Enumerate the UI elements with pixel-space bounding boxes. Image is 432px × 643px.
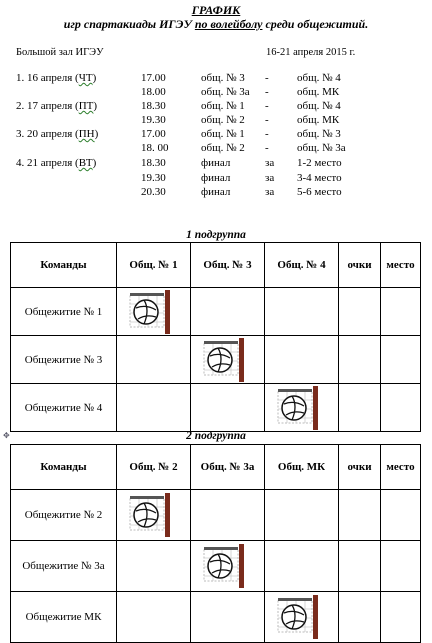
volleyball-net-icon bbox=[276, 592, 328, 642]
schedule-team-b: 3-4 место bbox=[297, 172, 342, 184]
schedule-time: 18.00 bbox=[141, 86, 166, 98]
place-cell bbox=[381, 336, 421, 384]
points-cell bbox=[339, 592, 381, 643]
table-row bbox=[11, 490, 421, 541]
header-cell: место bbox=[381, 445, 421, 490]
score-cell bbox=[191, 384, 265, 432]
points-cell bbox=[339, 336, 381, 384]
team-name-cell: Общежитие № 2 bbox=[11, 490, 117, 541]
score-cell bbox=[117, 592, 191, 643]
subtitle-suffix: среди общежитий. bbox=[262, 17, 369, 31]
schedule-team-b: общ. МК bbox=[297, 114, 340, 126]
schedule-separator: - bbox=[265, 72, 269, 84]
schedule-team-b: общ. № 3 bbox=[297, 128, 341, 140]
venue-label: Большой зал ИГЭУ bbox=[16, 47, 104, 58]
team-name-cell: Общежитие № 4 bbox=[11, 384, 117, 432]
place-cell bbox=[381, 490, 421, 541]
group-1-title: 1 подгруппа bbox=[186, 229, 246, 241]
team-name-cell: Общежитие № 1 bbox=[11, 288, 117, 336]
weekday-abbrev: ВТ bbox=[78, 157, 93, 169]
schedule-separator: за bbox=[265, 157, 275, 169]
header-cell: Общ. № 2 bbox=[117, 445, 191, 490]
schedule-time: 18.30 bbox=[141, 157, 166, 169]
team-name-cell: Общежитие МК bbox=[11, 592, 117, 643]
header-cell: Общ. МК bbox=[265, 445, 339, 490]
weekday-abbrev: ПН bbox=[78, 128, 95, 140]
volleyball-net-icon bbox=[276, 386, 328, 430]
place-cell bbox=[381, 384, 421, 432]
place-cell bbox=[381, 288, 421, 336]
table-row bbox=[11, 288, 421, 336]
schedule-separator: - bbox=[265, 142, 269, 154]
header-cell: очки bbox=[339, 243, 381, 288]
score-cell bbox=[191, 288, 265, 336]
score-cell bbox=[265, 541, 339, 592]
points-cell bbox=[339, 288, 381, 336]
document-subtitle bbox=[0, 17, 432, 32]
table-header-row bbox=[11, 445, 421, 490]
subtitle-underlined: по волейболу bbox=[194, 17, 263, 31]
table-header-row bbox=[11, 243, 421, 288]
move-handle-icon[interactable]: ✥ bbox=[3, 431, 10, 440]
weekday-abbrev: ПТ bbox=[78, 100, 94, 112]
dates-label: 16-21 апреля 2015 г. bbox=[266, 47, 356, 58]
weekday-abbrev: ЧТ bbox=[78, 72, 93, 84]
volleyball-net-icon bbox=[128, 490, 180, 540]
score-cell bbox=[265, 336, 339, 384]
diagonal-cell bbox=[191, 541, 265, 592]
schedule-team-a: финал bbox=[201, 157, 231, 169]
group-2-table bbox=[10, 444, 421, 643]
header-cell: Общ. № 3 bbox=[191, 243, 265, 288]
schedule-team-a: общ. № 2 bbox=[201, 114, 245, 126]
schedule-team-a: общ. № 1 bbox=[201, 128, 245, 140]
score-cell bbox=[191, 592, 265, 643]
schedule-team-b: общ. № 4 bbox=[297, 72, 341, 84]
schedule-team-b: 1-2 место bbox=[297, 157, 342, 169]
diagonal-cell bbox=[117, 490, 191, 541]
schedule-team-b: общ. № 3а bbox=[297, 142, 346, 154]
schedule-day: 2. 17 апреля (ПТ) bbox=[16, 100, 98, 112]
schedule-separator: - bbox=[265, 114, 269, 126]
score-cell bbox=[265, 490, 339, 541]
schedule-time: 19.30 bbox=[141, 172, 166, 184]
schedule-team-b: 5-6 место bbox=[297, 186, 342, 198]
header-cell: Общ. № 1 bbox=[117, 243, 191, 288]
schedule-team-a: общ. № 1 bbox=[201, 100, 245, 112]
points-cell bbox=[339, 384, 381, 432]
place-cell bbox=[381, 592, 421, 643]
diagonal-cell bbox=[265, 592, 339, 643]
schedule-time: 19.30 bbox=[141, 114, 166, 126]
table-row bbox=[11, 336, 421, 384]
score-cell bbox=[265, 288, 339, 336]
table-row bbox=[11, 592, 421, 643]
header-cell: место bbox=[381, 243, 421, 288]
header-cell: очки bbox=[339, 445, 381, 490]
score-cell bbox=[191, 490, 265, 541]
points-cell bbox=[339, 490, 381, 541]
schedule-day: 1. 16 апреля (ЧТ) bbox=[16, 72, 97, 84]
diagonal-cell bbox=[117, 288, 191, 336]
document-title: ГРАФИК bbox=[191, 3, 241, 17]
team-name-cell: Общежитие № 3а bbox=[11, 541, 117, 592]
volleyball-net-icon bbox=[202, 541, 254, 591]
schedule-time: 17.00 bbox=[141, 128, 166, 140]
diagonal-cell bbox=[191, 336, 265, 384]
score-cell bbox=[117, 336, 191, 384]
volleyball-net-icon bbox=[128, 290, 180, 334]
schedule-separator: - bbox=[265, 128, 269, 140]
schedule-separator: за bbox=[265, 172, 275, 184]
score-cell bbox=[117, 384, 191, 432]
schedule-time: 18. 00 bbox=[141, 142, 169, 154]
points-cell bbox=[339, 541, 381, 592]
header-cell: Команды bbox=[11, 445, 117, 490]
schedule-time: 20.30 bbox=[141, 186, 166, 198]
schedule-team-b: общ. МК bbox=[297, 86, 340, 98]
diagonal-cell bbox=[265, 384, 339, 432]
schedule-separator: за bbox=[265, 186, 275, 198]
place-cell bbox=[381, 541, 421, 592]
table-row bbox=[11, 541, 421, 592]
group-1-table bbox=[10, 242, 421, 432]
schedule-time: 18.30 bbox=[141, 100, 166, 112]
schedule-team-a: общ. № 2 bbox=[201, 142, 245, 154]
score-cell bbox=[117, 541, 191, 592]
header-cell: Команды bbox=[11, 243, 117, 288]
header-cell: Общ. № 3а bbox=[191, 445, 265, 490]
schedule-time: 17.00 bbox=[141, 72, 166, 84]
schedule-team-a: финал bbox=[201, 172, 231, 184]
schedule-team-b: общ. № 4 bbox=[297, 100, 341, 112]
schedule-team-a: общ. № 3а bbox=[201, 86, 250, 98]
group-2-title: 2 подгруппа bbox=[186, 430, 246, 442]
subtitle-prefix: игр спартакиады ИГЭУ bbox=[63, 17, 195, 31]
schedule-separator: - bbox=[265, 100, 269, 112]
team-name-cell: Общежитие № 3 bbox=[11, 336, 117, 384]
schedule-team-a: финал bbox=[201, 186, 231, 198]
table-row bbox=[11, 384, 421, 432]
schedule-day: 3. 20 апреля (ПН) bbox=[16, 128, 99, 140]
schedule-separator: - bbox=[265, 86, 269, 98]
volleyball-net-icon bbox=[202, 338, 254, 382]
header-cell: Общ. № 4 bbox=[265, 243, 339, 288]
schedule-team-a: общ. № 3 bbox=[201, 72, 245, 84]
schedule-day: 4. 21 апреля (ВТ) bbox=[16, 157, 97, 169]
